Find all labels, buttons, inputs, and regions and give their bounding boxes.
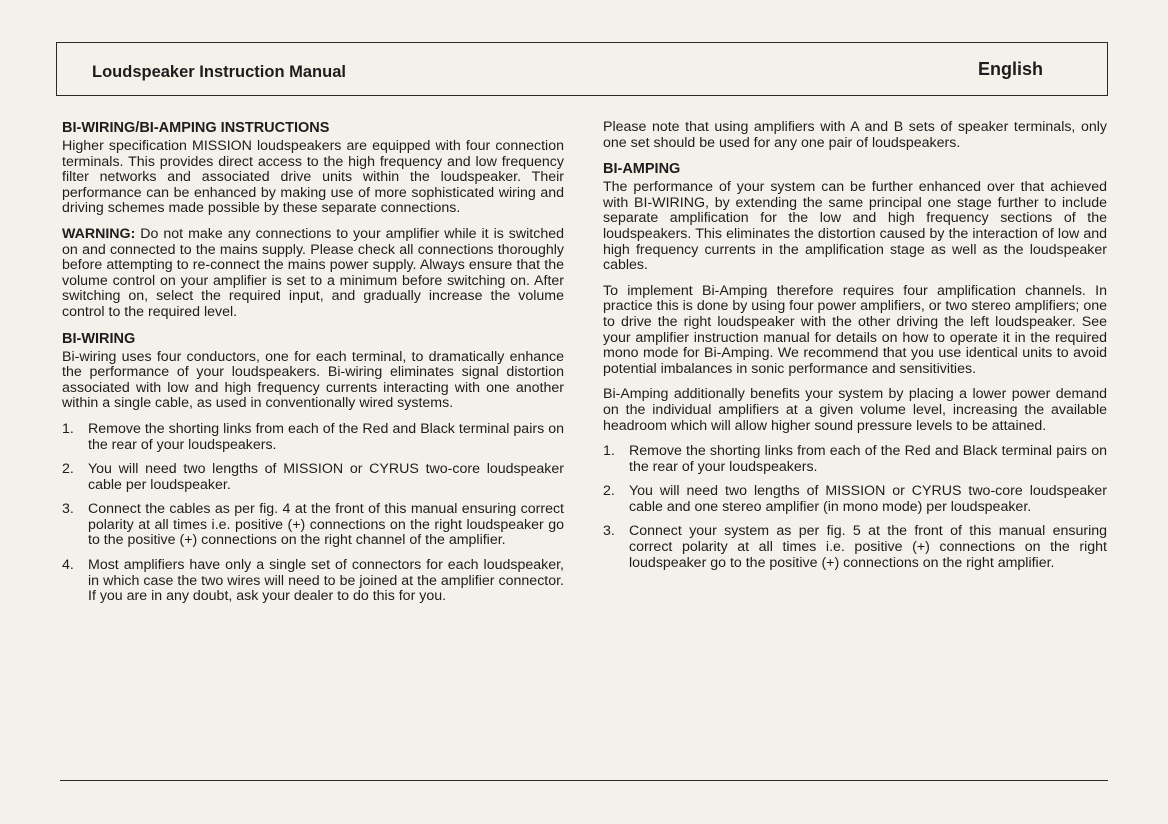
biamping-heading: BI-AMPING bbox=[603, 161, 681, 178]
step-text: Connect your system as per fig. 5 at the front of this manual ensuring correct polarity at all times i.e. positive (+) connections on the right loudspeaker go to the positive (+) connections on the right amplifier. bbox=[629, 523, 1107, 571]
list-item bbox=[62, 502, 564, 549]
biamping-steps bbox=[603, 444, 1107, 571]
step-text: You will need two lengths of MISSION or CYRUS two-core loudspeaker cable per loudspeaker. bbox=[88, 461, 564, 493]
list-item bbox=[603, 484, 1107, 515]
step-number: 2. bbox=[603, 483, 615, 500]
list-item bbox=[603, 524, 1107, 571]
step-text: Connect the cables as per fig. 4 at the front of this manual ensuring correct polarity at all times i.e. positive (+) connections on the right loudspeaker go to the positive (+) connections on the right channel of the amplifier. bbox=[88, 501, 564, 549]
biamping-paragraph-1: The performance of your system can be further enhanced over that achieved with BI-WIRING, by extending the same principal one stage further to include separate amplification for the low and high frequency sections of the loudspeakers. This eliminates the distortion caused by the interaction of low and high frequency currents in the amplification stage as well as the loudspeaker cables. bbox=[603, 179, 1107, 274]
step-number: 1. bbox=[603, 443, 615, 460]
footer-divider bbox=[60, 780, 1108, 781]
left-column bbox=[62, 120, 564, 614]
step-number: 1. bbox=[62, 420, 74, 437]
amplifier-note: Please note that using amplifiers with A and B sets of speaker terminals, only one set should be used for any one pair of loudspeakers. bbox=[603, 119, 1107, 151]
language-label: English bbox=[977, 59, 1043, 79]
step-number: 3. bbox=[62, 501, 74, 518]
list-item bbox=[603, 444, 1107, 475]
page-header bbox=[56, 42, 1108, 96]
warning-label: WARNING: bbox=[62, 225, 136, 242]
biamping-paragraph-2: To implement Bi-Amping therefore requires four amplification channels. In practice this is done by using four power amplifiers, or two stereo amplifiers; one to drive the right loudspeaker with the other driving the left loudspeaker. See your amplifier instruction manual for details on how to operate it in the required mono mode for Bi-Amping. We recommend that you use identical units to avoid potential imbalances in sonic performance and sensitivities. bbox=[603, 282, 1107, 377]
warning-paragraph bbox=[62, 227, 564, 321]
step-text: You will need two lengths of MISSION or CYRUS two-core loudspeaker cable and one stereo amplifier (in mono mode) per loudspeaker. bbox=[629, 483, 1107, 515]
biamping-paragraph-3: Bi-Amping additionally benefits your system by placing a lower power demand on the individual amplifiers at a given volume level, increasing the available headroom which will allow higher sound pressure levels to be attained. bbox=[603, 386, 1107, 434]
warning-text: Do not make any connections to your amplifier while it is switched on and connected to the mains supply. Please check all connections thoroughly before attempting to re-connect the mains power supply. Always ensure that the volume control on your amplifier is set to a minimum before switching on. After switching on, select the required input, and gradually increase the volume control to the required level. bbox=[62, 225, 564, 320]
intro-paragraph: Higher specification MISSION loudspeakers are equipped with four connection terminals. This provides direct access to the high frequency and low frequency filter networks and associated drive units within the loudspeaker. Their performance can be enhanced by making use of more sophisticated wiring and driving schemes made possible by these separate connections. bbox=[62, 138, 564, 217]
biwiring-paragraph: Bi-wiring uses four conductors, one for each terminal, to dramatically enhance the performance of your loudspeakers. Bi-wiring eliminates signal distortion associated with low and high frequency currents interacting with one another within a single cable, as used in conventionally wired systems. bbox=[62, 348, 564, 412]
step-text: Most amplifiers have only a single set of connectors for each loudspeaker, in which case the two wires will need to be joined at the amplifier connector. If you are in any doubt, ask your dealer to do this for you. bbox=[88, 557, 564, 605]
step-number: 3. bbox=[603, 523, 615, 540]
right-column bbox=[603, 120, 1107, 580]
step-number: 4. bbox=[62, 557, 74, 574]
biwiring-steps bbox=[62, 422, 564, 605]
step-text: Remove the shorting links from each of the Red and Black terminal pairs on the rear of your loudspeakers. bbox=[88, 420, 564, 453]
list-item bbox=[62, 558, 564, 605]
biwiring-biamping-heading: BI-WIRING/BI-AMPING INSTRUCTIONS bbox=[62, 120, 330, 136]
step-number: 2. bbox=[62, 461, 74, 478]
biwiring-heading: BI-WIRING bbox=[62, 330, 136, 347]
list-item bbox=[62, 422, 564, 453]
list-item bbox=[62, 462, 564, 493]
step-text: Remove the shorting links from each of the Red and Black terminal pairs on the rear of your loudspeakers. bbox=[629, 443, 1107, 475]
manual-title: Loudspeaker Instruction Manual bbox=[92, 63, 346, 81]
